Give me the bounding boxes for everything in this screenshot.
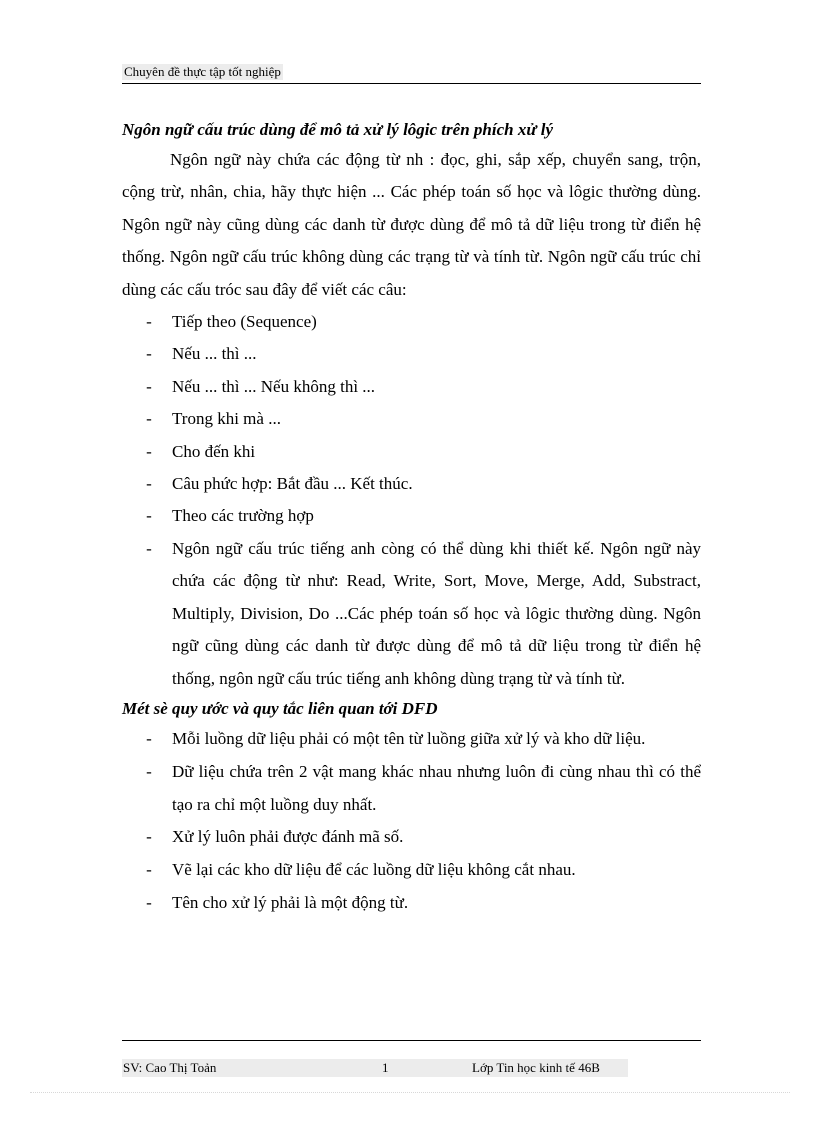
list-item xyxy=(122,306,701,338)
list-item xyxy=(122,436,701,468)
intro-paragraph: Ngôn ngữ này chứa các động từ nh : đọc, ghi, sắp xếp, chuyển sang, trộn, cộng trừ, nhân, chia, hãy thực hiện ... Các phép toán số học và lôgic thường dùng. Ngôn ngữ này cũng dùng các danh từ được dùng để mô tả dữ liệu trong từ điển hệ thống. Ngôn ngữ cấu trúc không dùng các trạng từ và tính từ. Ngôn ngữ cấu trúc chỉ dùng các cấu tróc sau đây để viết các câu: xyxy=(122,150,701,299)
list-item-text: Câu phức hợp: Bắt đầu ... Kết thúc. xyxy=(172,474,413,494)
list-item xyxy=(122,821,701,854)
list-item-text: Nếu ... thì ... xyxy=(172,344,257,364)
bullet-dash: - xyxy=(146,344,152,364)
page-content xyxy=(122,116,701,920)
list-item-text: Dữ liệu chứa trên 2 vật mang khác nhau nhưng luôn đi cùng nhau thì có thể tạo ra chỉ một luồng duy nhất. xyxy=(172,761,701,814)
header-title: Chuyên đề thực tập tốt nghiệp xyxy=(124,64,281,79)
list-item-text: Tiếp theo (Sequence) xyxy=(172,312,317,332)
bullet-dash: - xyxy=(146,761,152,781)
bullet-dash: - xyxy=(146,474,152,494)
list-item xyxy=(122,500,701,532)
list-item-text: Cho đến khi xyxy=(172,441,256,461)
structures-list xyxy=(122,306,701,695)
list-item xyxy=(122,756,701,822)
list-item-text: Ngôn ngữ cấu trúc tiếng anh còng có thể dùng khi thiết kế. Ngôn ngữ này chứa các động từ như: Read, Write, Sort, Move, Merge, Add, Substract, Multiply, Division, Do ...Các phép toán số học và lôgic thường dùng. Ngôn ngữ cũng dùng các danh từ được dùng để mô tả dữ liệu trong từ điển hệ thống, ngôn ngữ cấu trúc tiếng anh không dùng trạng từ và tính từ. xyxy=(172,538,701,688)
bullet-dash: - xyxy=(146,409,152,429)
dfd-rules-list xyxy=(122,723,701,920)
page-header xyxy=(122,63,701,84)
list-item-text: Xử lý luôn phải được đánh mã số. xyxy=(172,827,404,847)
bullet-dash: - xyxy=(146,506,152,526)
list-item xyxy=(122,403,701,435)
list-item-text: Trong khi mà ... xyxy=(172,409,281,429)
list-item xyxy=(122,533,701,695)
list-item xyxy=(122,854,701,887)
bullet-dash: - xyxy=(146,827,152,847)
bullet-dash: - xyxy=(146,441,152,461)
bullet-dash: - xyxy=(146,728,152,748)
list-item-text: Tên cho xử lý phải là một động từ. xyxy=(172,892,409,912)
list-item-text: Vẽ lại các kho dữ liệu để các luồng dữ liệu không cắt nhau. xyxy=(172,860,576,880)
section-heading-structured-language: Ngôn ngữ cấu trúc dùng để mô tả xử lý lôgic trên phích xử lý xyxy=(122,120,554,139)
list-item xyxy=(122,371,701,403)
bullet-dash: - xyxy=(146,376,152,396)
list-item xyxy=(122,887,701,920)
bullet-dash: - xyxy=(146,312,152,332)
list-item xyxy=(122,723,701,756)
bullet-dash: - xyxy=(146,538,152,558)
section-heading-dfd-rules: Mét sè quy ước và quy tắc liên quan tới DFD xyxy=(122,698,438,718)
footer-student-name: SV: Cao Thị Toản xyxy=(123,1060,217,1075)
page-footer xyxy=(122,1040,701,1075)
list-item xyxy=(122,468,701,500)
footer-bar xyxy=(122,1059,628,1077)
page-bottom-divider xyxy=(30,1092,790,1094)
list-item-text: Theo các trường hợp xyxy=(172,506,314,526)
list-item-text: Mỗi luồng dữ liệu phải có một tên từ luồng giữa xử lý và kho dữ liệu. xyxy=(172,728,646,748)
bullet-dash: - xyxy=(146,860,152,880)
bullet-dash: - xyxy=(146,892,152,912)
list-item-text: Nếu ... thì ... Nếu không thì ... xyxy=(172,376,376,396)
footer-page-number: 1 xyxy=(382,1060,389,1075)
footer-class-name: Lớp Tin học kinh tế 46B xyxy=(472,1060,600,1075)
list-item xyxy=(122,338,701,370)
